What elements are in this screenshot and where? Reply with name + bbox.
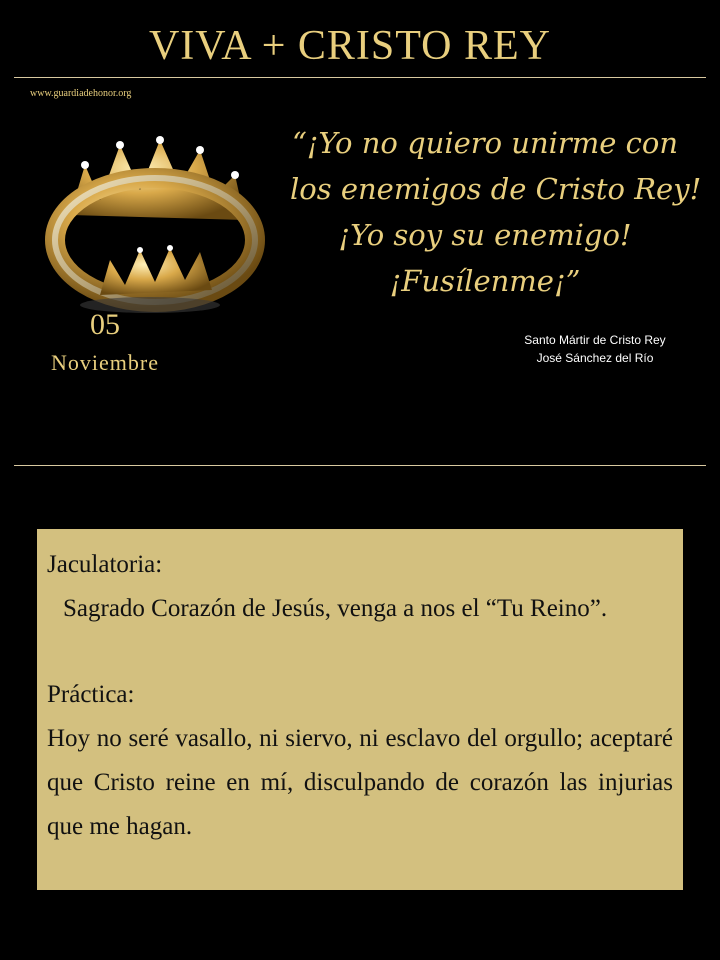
crown-ring-icon <box>40 120 280 320</box>
quote <box>290 120 702 304</box>
date-month: Noviembre <box>51 350 159 375</box>
spacer <box>47 631 673 673</box>
attribution <box>470 331 720 367</box>
divider-top <box>14 77 706 78</box>
prayer-card <box>37 529 683 890</box>
quote-line: los enemigos de Cristo Rey! <box>290 172 702 206</box>
quote-line: ¡Fusílenme¡” <box>389 264 581 298</box>
quote-line: ¡Yo soy su enemigo! <box>338 218 632 252</box>
page-title: VIVA + CRISTO REY <box>148 23 552 69</box>
attribution-line-1: Santo Mártir de Cristo Rey <box>524 333 666 347</box>
practica-text: Hoy no seré vasallo, ni siervo, ni esclavo del orgullo; aceptaré que Cristo reine en mí, disculpando de corazón las injurias que me hagan. <box>47 725 673 840</box>
jaculatoria-text: Sagrado Corazón de Jesús, venga a nos el “Tu Reino”. <box>63 595 608 622</box>
quote-line: “¡Yo no quiero unirme con <box>291 126 679 160</box>
jaculatoria-heading: Jaculatoria: <box>47 551 163 578</box>
divider-middle <box>14 465 706 466</box>
practica-heading: Práctica: <box>47 681 135 708</box>
date-day: 05 <box>90 308 120 341</box>
attribution-line-2: José Sánchez del Río <box>536 351 654 365</box>
website-link[interactable]: www.guardiadehonor.org <box>30 88 132 99</box>
